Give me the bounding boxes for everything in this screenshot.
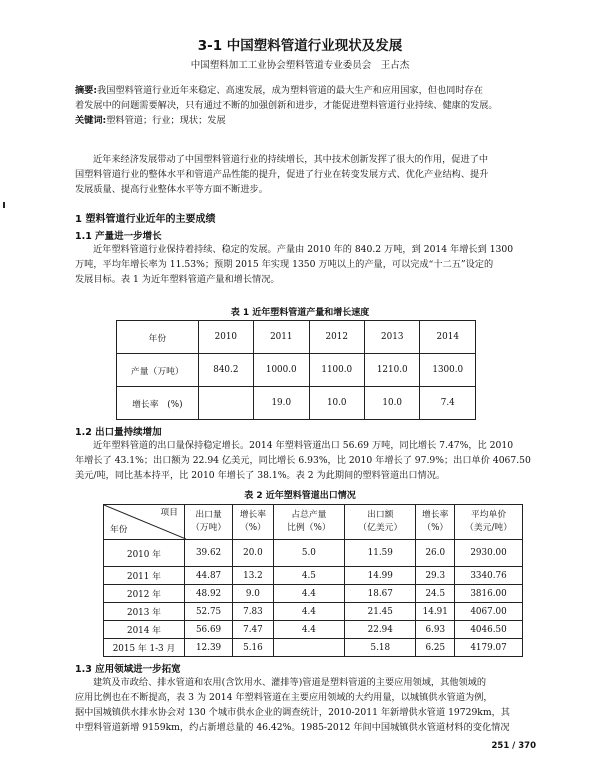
table-cell: 5.0 [273, 540, 344, 567]
table-cell: 1300.0 [420, 354, 476, 387]
text-line: 美元/吨，同比基本持平，比 2010 年增长了 38.1%。表 2 为此期间的塑料管道出口情况。 [75, 470, 446, 481]
table-header-cell [345, 505, 416, 540]
table-header-cell [233, 505, 274, 540]
abstract [75, 83, 535, 128]
table-cell: 29.3 [416, 567, 455, 585]
table-cell: 21.45 [345, 603, 416, 621]
section-heading: 1 塑料管道行业近年的主要成绩 [75, 214, 216, 225]
table-row [104, 540, 523, 567]
header-text: （%） [239, 523, 266, 533]
table-cell: 产量（万吨） [117, 354, 199, 387]
table-cell: 13.2 [233, 567, 274, 585]
header-text: （美元/吨） [465, 523, 512, 533]
header-text: （亿美元） [358, 523, 403, 533]
table-cell: 10.0 [364, 387, 419, 420]
table-cell: 2012 年 [104, 585, 185, 603]
table-cell: 2011 年 [104, 567, 185, 585]
table-cell: 2013 年 [104, 603, 185, 621]
header-text: 增长率 [422, 510, 449, 520]
table-cell: 5.18 [345, 639, 416, 657]
table-cell: 4.4 [273, 585, 344, 603]
table-corner-cell [104, 505, 185, 540]
table-cell: 39.62 [184, 540, 232, 567]
text-line: 近年塑料管道行业保持着持续、稳定的发展。产量由 2010 年的 840.2 万吨，到 2014 年增长到 1300 [93, 244, 514, 255]
table-cell: 年份 [117, 321, 199, 354]
table-cell: 4.4 [273, 603, 344, 621]
table-2 [103, 504, 523, 657]
corner-label-top: 项目 [160, 508, 178, 518]
table-cell: 3340.76 [455, 567, 523, 585]
table-cell: 4.4 [273, 621, 344, 639]
paragraph-1-2 [75, 438, 535, 483]
table-cell: 14.99 [345, 567, 416, 585]
table-cell: 2015 年 1-3 月 [104, 639, 185, 657]
corner-label-bottom: 年份 [110, 525, 128, 535]
table-cell: 5.16 [233, 639, 274, 657]
table-2-caption: 表 2 近年塑料管道出口情况 [244, 491, 356, 501]
table-row [117, 354, 476, 387]
table-cell: 4.5 [273, 567, 344, 585]
table-cell: 19.0 [254, 387, 309, 420]
table-cell: 1000.0 [254, 354, 309, 387]
keywords-label: 关键词: [75, 115, 107, 126]
table-cell: 6.25 [416, 639, 455, 657]
table-cell: 7.47 [233, 621, 274, 639]
table-row [104, 603, 523, 621]
header-text: 占总产量 [291, 510, 327, 520]
abstract-line: 着发展中的问题需要解决，只有通过不断的加强创新和进步，才能促进塑料管道行业持续、健康的发展。 [75, 100, 498, 111]
table-cell: 22.94 [345, 621, 416, 639]
table-header-row [104, 505, 523, 540]
table-cell: 48.92 [184, 585, 232, 603]
subsection-heading: 1.3 应用领域进一步拓宽 [75, 664, 181, 675]
intro-paragraph [75, 152, 535, 197]
header-text: 出口额 [367, 510, 394, 520]
table-cell: 14.91 [416, 603, 455, 621]
table-cell: 12.39 [184, 639, 232, 657]
table-header-cell [273, 505, 344, 540]
subsection-heading: 1.1 产量进一步增长 [75, 231, 162, 242]
text-line: 据中国城镇供水排水协会对 130 个城市供水企业的调查统计，2010-2011 年新增供水管道 19729km，其 [75, 707, 510, 718]
table-cell: 1210.0 [364, 354, 419, 387]
keywords: 塑料管道；行业；现状；发展 [106, 115, 226, 126]
table-cell: 11.59 [345, 540, 416, 567]
page-number: 251 / 370 [491, 741, 536, 751]
table-header-cell [455, 505, 523, 540]
table-cell: 4067.00 [455, 603, 523, 621]
table-cell: 10.0 [309, 387, 364, 420]
text-line: 应用比例也在不断提高，表 3 为 2014 年塑料管道在主要应用领域的大约用量，以城镇供水管道为例， [75, 692, 493, 703]
table-cell: 56.69 [184, 621, 232, 639]
header-text: （万吨） [190, 523, 227, 533]
table-row [117, 321, 476, 354]
text-line: 建筑及市政给、排水管道和农用(含饮用水、灌排等)管道是塑料管道的主要应用领域，其他领域的 [93, 677, 487, 688]
table-cell: 52.75 [184, 603, 232, 621]
intro-line: 发展质量、提高行业整体水平等方面不断进步。 [75, 184, 268, 195]
table-cell [198, 387, 253, 420]
table-header-cell [184, 505, 232, 540]
table-cell: 2011 [254, 321, 309, 354]
page-title: 3-1 中国塑料管道行业现状及发展 [197, 38, 403, 54]
table-cell: 2930.00 [455, 540, 523, 567]
table-1 [116, 320, 476, 420]
table-row [104, 639, 523, 657]
table-cell: 7.83 [233, 603, 274, 621]
table-cell: 44.87 [184, 567, 232, 585]
header-text: （%） [422, 523, 449, 533]
header-text: 比例（%） [287, 523, 331, 533]
table-cell: 2012 [309, 321, 364, 354]
author-line: 中国塑料加工工业协会塑料管道专业委员会 王占杰 [190, 60, 410, 71]
margin-mark [3, 202, 5, 208]
table-cell: 4046.50 [455, 621, 523, 639]
header-text: 增长率 [239, 510, 267, 520]
table-header-cell [416, 505, 455, 540]
table-cell: 1100.0 [309, 354, 364, 387]
table-cell: 2010 [198, 321, 253, 354]
table-cell: 增长率 (%) [117, 387, 199, 420]
table-cell: 7.4 [420, 387, 476, 420]
table-row [104, 621, 523, 639]
table-cell: 6.93 [416, 621, 455, 639]
table-row [104, 585, 523, 603]
abstract-line: 我国塑料管道行业近年来稳定、高速发展，成为塑料管道的最大生产和应用国家，但也同时存在 [97, 85, 483, 96]
subsection-heading: 1.2 出口量持续增加 [75, 427, 162, 438]
text-line: 近年塑料管道的出口量保持稳定增长。2014 年塑料管道出口 56.69 万吨，同比增长 7.47%，比 2010 [93, 440, 514, 451]
text-line: 万吨，平均年增长率为 11.53%；预期 2015 年实现 1350 万吨以上的产量，可以完成“十二五”设定的 [75, 259, 494, 270]
table-row [117, 387, 476, 420]
table-cell: 24.5 [416, 585, 455, 603]
table-cell: 20.0 [233, 540, 274, 567]
table-cell: 2010 年 [104, 540, 185, 567]
paragraph-1-3 [75, 675, 535, 735]
intro-line: 近年来经济发展带动了中国塑料管道行业的持续增长，其中技术创新发挥了很大的作用，促进了中 [93, 154, 489, 165]
table-cell: 840.2 [198, 354, 253, 387]
text-line: 发展目标。表 1 为近年塑料管道产量和增长情况。 [75, 274, 280, 285]
table-1-caption: 表 1 近年塑料管道产量和增长速度 [230, 308, 370, 318]
header-text: 出口量 [195, 510, 222, 520]
table-row [104, 567, 523, 585]
table-cell: 4179.07 [455, 639, 523, 657]
header-text: 平均单价 [470, 510, 507, 520]
table-cell: 9.0 [233, 585, 274, 603]
text-line: 中塑料管道新增 9159km，约占新增总量的 46.42%。1985-2012 年间中国城镇供水管道材料的变化情况 [75, 722, 510, 733]
table-cell: 2013 [364, 321, 419, 354]
table-cell: 26.0 [416, 540, 455, 567]
intro-line: 国塑料管道行业的整体水平和管道产品性能的提升，促进了行业在转变发展方式、优化产业结构、提升 [75, 169, 489, 180]
table-cell: 2014 年 [104, 621, 185, 639]
table-cell: 3816.00 [455, 585, 523, 603]
table-cell [273, 639, 344, 657]
table-cell: 2014 [420, 321, 476, 354]
table-cell: 18.67 [345, 585, 416, 603]
abstract-label: 摘要: [75, 85, 98, 96]
paragraph-1-1 [75, 242, 535, 287]
text-line: 年增长了 43.1%；出口额为 22.94 亿美元，同比增长 6.93%，比 2010 年增长了 97.9%；出口单价 4067.50 [75, 455, 531, 466]
